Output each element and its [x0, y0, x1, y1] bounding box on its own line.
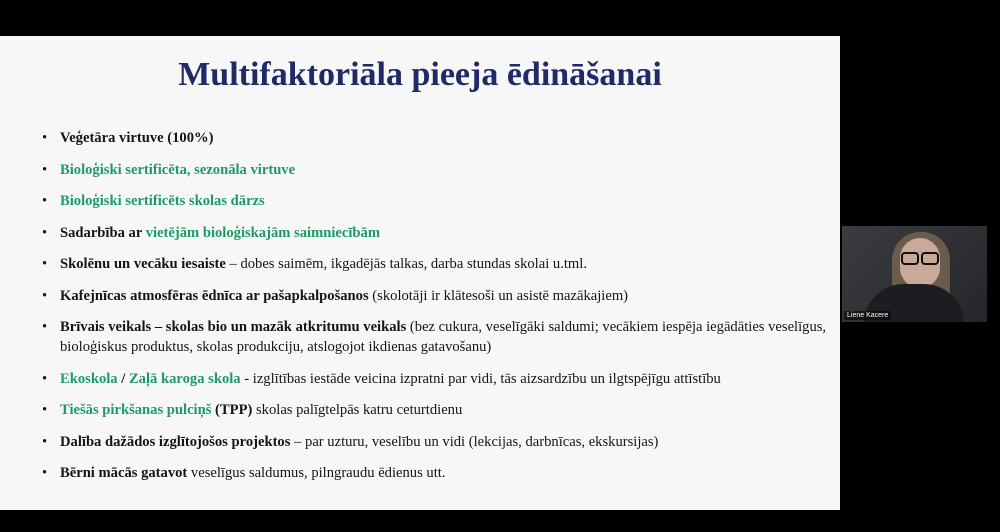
list-item-text: Ekoskola — [60, 370, 118, 387]
bullet-list — [42, 128, 832, 495]
list-item-text: Brīvais veikals – skolas bio un mazāk atkritumu veikals — [60, 319, 407, 335]
list-item-text: Bioloģiski sertificēta, sezonāla virtuve — [60, 161, 296, 178]
list-item — [42, 286, 832, 306]
list-item — [42, 160, 832, 180]
bullet-point-icon: • — [42, 161, 48, 178]
list-item-text: Tiešās pirkšanas pulciņš — [60, 402, 212, 418]
list-item — [42, 432, 832, 452]
bullet-point-icon: • — [42, 402, 48, 418]
list-item-text: Bioloģiski sertificēts skolas dārzs — [60, 193, 265, 209]
bullet-point-icon: • — [42, 256, 48, 272]
bullet-point-icon: • — [42, 370, 48, 387]
presentation-slide — [0, 36, 840, 510]
bullet-point-icon: • — [42, 224, 48, 241]
list-item — [42, 191, 832, 211]
list-item-text: – par uzturu, veselību un vidi (lekcijas, darbnīcas, ekskursijas) — [290, 433, 659, 450]
list-item-text: / — [117, 370, 129, 387]
list-item-text: - izglītības iestāde veicina izpratni par vidi, tās aizsardzību un ilgtspējīgu attīstību — [240, 370, 721, 387]
list-item — [42, 463, 832, 483]
bullet-point-icon: • — [42, 433, 48, 450]
list-item-text: veselīgus saldumus, pilngraudu ēdienus utt. — [187, 465, 446, 481]
list-item-text: Sadarbība ar — [60, 224, 146, 241]
list-item — [42, 400, 832, 420]
list-item-text: Zaļā karoga skola — [128, 370, 241, 387]
list-item — [42, 254, 832, 274]
glasses-icon — [901, 252, 939, 262]
participant-name-tag: Liene Kacere — [844, 311, 891, 320]
list-item — [42, 128, 832, 148]
list-item-text: Skolēnu un vecāku iesaiste — [60, 256, 226, 272]
list-item-text: skolas palīgtelpās katru ceturtdienu — [252, 402, 463, 418]
bullet-point-icon: • — [42, 193, 48, 209]
list-item-text: (TPP) — [211, 402, 253, 418]
bullet-point-icon: • — [42, 287, 48, 304]
list-item-text: Veģetāra virtuve (100%) — [60, 130, 214, 146]
list-item-text: – dobes saimēm, ikgadējās talkas, darba stundas skolai u.tml. — [225, 256, 587, 272]
list-item-text: Kafejnīcas atmosfēras ēdnīca ar pašapkalpošanos — [60, 287, 369, 304]
participant-video-tile[interactable] — [842, 226, 987, 322]
list-item-text: (skolotāji ir klātesoši un asistē mazākajiem) — [368, 287, 629, 304]
list-item-text: (bez cukura, veselīgāki saldumi; vecākiem iespēja iegādāties veselīgus, bioloģiskus produktus, skolas produkciju, atslogojot ikdienas gatavošanu) — [60, 319, 827, 355]
list-item — [42, 223, 832, 243]
list-item — [42, 369, 832, 389]
slide-title: Multifaktoriāla pieeja ēdināšanai — [178, 56, 662, 93]
list-item — [42, 317, 832, 357]
bullet-point-icon: • — [42, 130, 48, 146]
bullet-point-icon: • — [42, 319, 48, 335]
list-item-text: Bērni mācās gatavot — [60, 465, 188, 481]
list-item-text: Dalība dažādos izglītojošos projektos — [60, 433, 291, 450]
bullet-point-icon: • — [42, 465, 48, 481]
list-item-text: vietējām bioloģiskajām saimniecībām — [145, 224, 380, 241]
